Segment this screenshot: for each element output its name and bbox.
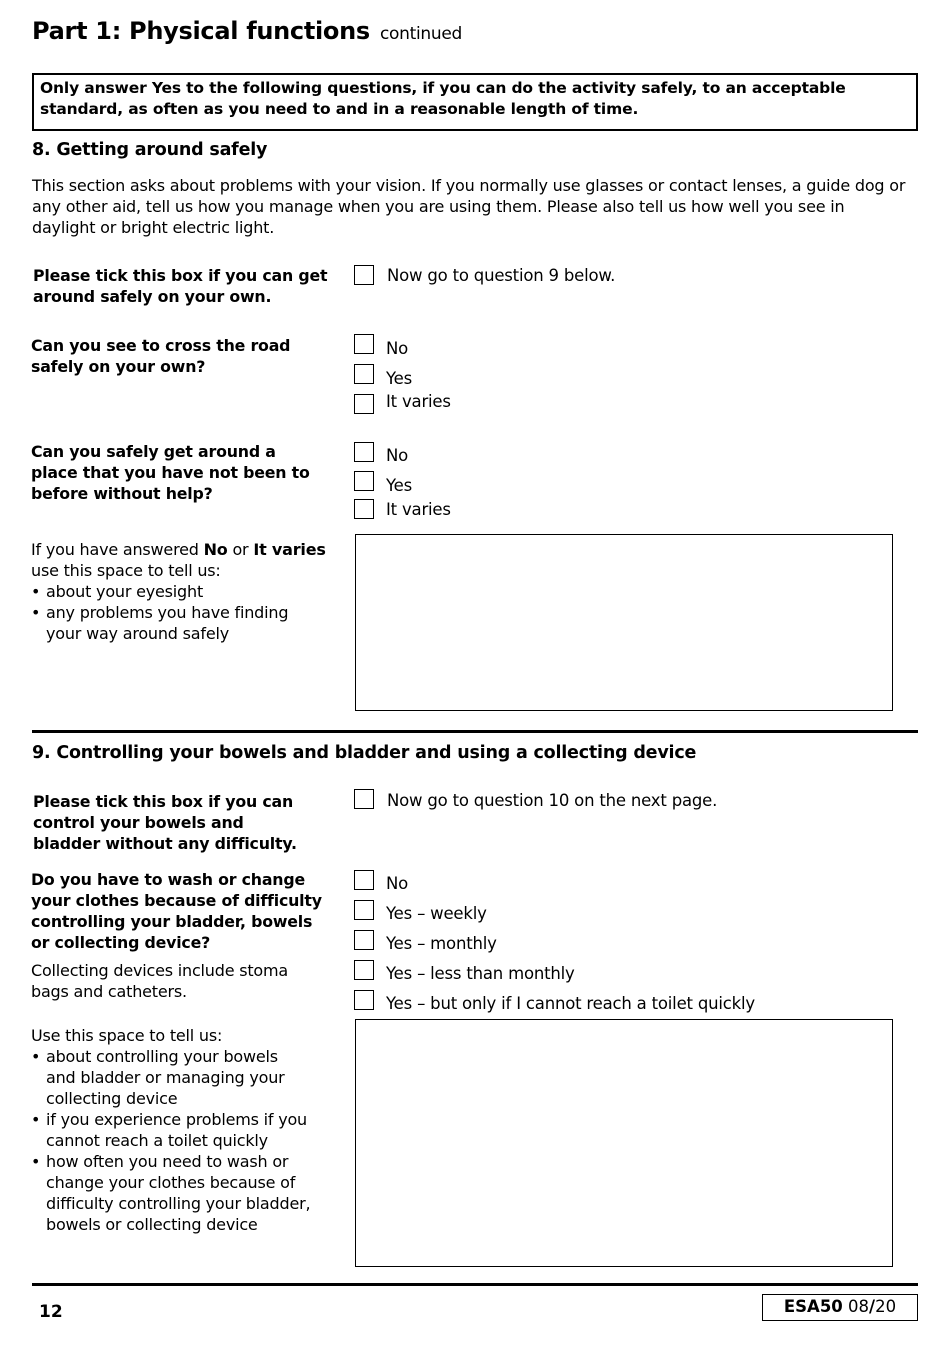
q8-new-place-label: Can you safely get around a place that you have not been to before without help? xyxy=(31,442,310,503)
list-item: • if you experience problems if you cannot reach a toilet quickly xyxy=(31,1109,316,1151)
q8-new-place-no-checkbox[interactable] xyxy=(354,442,374,462)
q9-wash-monthly-checkbox[interactable] xyxy=(354,930,374,950)
q9-wash-note: Collecting devices include stoma bags and catheters. xyxy=(31,961,289,1001)
q9-wash-no-label: No xyxy=(386,874,409,893)
q8-new-place-varies-label: It varies xyxy=(386,500,451,519)
q8-new-place-yes-label: Yes xyxy=(386,476,413,495)
q8-explain-pre: If you have answered xyxy=(31,540,204,559)
q9-wash-no-checkbox[interactable] xyxy=(354,870,374,890)
q9-wash-label: Do you have to wash or change your clothes because of difficulty controlling your bladder, bowels or collecting device? xyxy=(31,870,322,952)
form-code-box xyxy=(762,1294,918,1321)
q8-cross-road-no-checkbox[interactable] xyxy=(354,334,374,354)
q8-tick-option: Now go to question 9 below. xyxy=(387,266,616,285)
q8-new-place-no-label: No xyxy=(386,446,409,465)
q8-cross-road-varies-checkbox[interactable] xyxy=(354,394,374,414)
q9-wash-monthly-label: Yes – monthly xyxy=(386,934,497,953)
q9-wash-toilet-label: Yes – but only if I cannot reach a toilet quickly xyxy=(386,994,755,1013)
q8-cross-road-yes-label: Yes xyxy=(386,369,413,388)
q8-tick-label: Please tick this box if you can get around safely on your own. xyxy=(33,266,328,306)
form-code: ESA50 xyxy=(783,1297,843,1316)
q8-cross-road-label: Can you see to cross the road safely on your own? xyxy=(31,336,291,376)
notice-text-post: to the following questions, if you can do the activity safely, to an acceptable standard, as often as you need to and in a reasonable length of time. xyxy=(40,79,846,118)
list-item: • any problems you have finding your way around safely xyxy=(31,602,296,644)
q9-explain-bullets xyxy=(31,1046,331,1235)
list-item: • about controlling your bowels and bladder or managing your collecting device xyxy=(31,1046,296,1109)
q9-tick-label: Please tick this box if you can control your bowels and bladder without any difficulty. xyxy=(33,792,297,853)
part-title: Part 1: Physical functions xyxy=(32,17,370,45)
q9-explain-instructions xyxy=(31,1025,331,1235)
q9-wash-weekly-label: Yes – weekly xyxy=(386,904,487,923)
q8-explain-textbox[interactable] xyxy=(355,534,893,711)
q8-explain-instructions xyxy=(31,539,331,644)
notice-box xyxy=(32,73,918,131)
q8-explain-or: or xyxy=(227,540,254,559)
notice-text-pre: Only answer xyxy=(40,79,152,97)
q8-tick-checkbox[interactable] xyxy=(354,265,374,285)
q8-new-place-yes-checkbox[interactable] xyxy=(354,471,374,491)
form-date-slash: / xyxy=(869,1297,876,1316)
q9-wash-weekly-checkbox[interactable] xyxy=(354,900,374,920)
q9-wash-less-monthly-checkbox[interactable] xyxy=(354,960,374,980)
q9-wash-toilet-checkbox[interactable] xyxy=(354,990,374,1010)
section-divider xyxy=(32,730,918,733)
q8-explain-varies: It varies xyxy=(253,540,326,559)
q8-cross-road-varies-label: It varies xyxy=(386,392,451,411)
continued-label: continued xyxy=(379,24,462,44)
q9-tick-option: Now go to question 10 on the next page. xyxy=(387,791,718,810)
q9-heading: 9. Controlling your bowels and bladder and using a collecting device xyxy=(32,743,697,763)
q9-explain-textbox[interactable] xyxy=(355,1019,893,1267)
list-item: • about your eyesight xyxy=(31,581,331,602)
q8-explain-bullets xyxy=(31,581,331,644)
notice-yes: Yes xyxy=(151,79,181,97)
q9-tick-checkbox[interactable] xyxy=(354,789,374,809)
q8-intro: This section asks about problems with your vision. If you normally use glasses or contact lenses, a guide dog or any other aid, tell us how you manage when you are using them. Please also tell us how well you see in daylight or bright electric light. xyxy=(32,176,906,237)
form-date-month: 08 xyxy=(848,1297,870,1316)
q9-wash-less-monthly-label: Yes – less than monthly xyxy=(386,964,575,983)
footer-divider xyxy=(32,1283,918,1286)
q8-cross-road-no-label: No xyxy=(386,339,409,358)
form-date-year: 20 xyxy=(875,1297,897,1316)
q8-explain-no: No xyxy=(203,540,228,559)
list-item: • how often you need to wash or change your clothes because of difficulty controlling your bladder, bowels or collecting device xyxy=(31,1151,316,1235)
q9-explain-intro: Use this space to tell us: xyxy=(31,1026,223,1045)
q8-cross-road-yes-checkbox[interactable] xyxy=(354,364,374,384)
page-title xyxy=(32,17,462,45)
q8-explain-post: use this space to tell us: xyxy=(31,561,221,580)
q8-new-place-varies-checkbox[interactable] xyxy=(354,499,374,519)
page-number: 12 xyxy=(39,1302,63,1322)
q8-heading: 8. Getting around safely xyxy=(32,140,268,160)
